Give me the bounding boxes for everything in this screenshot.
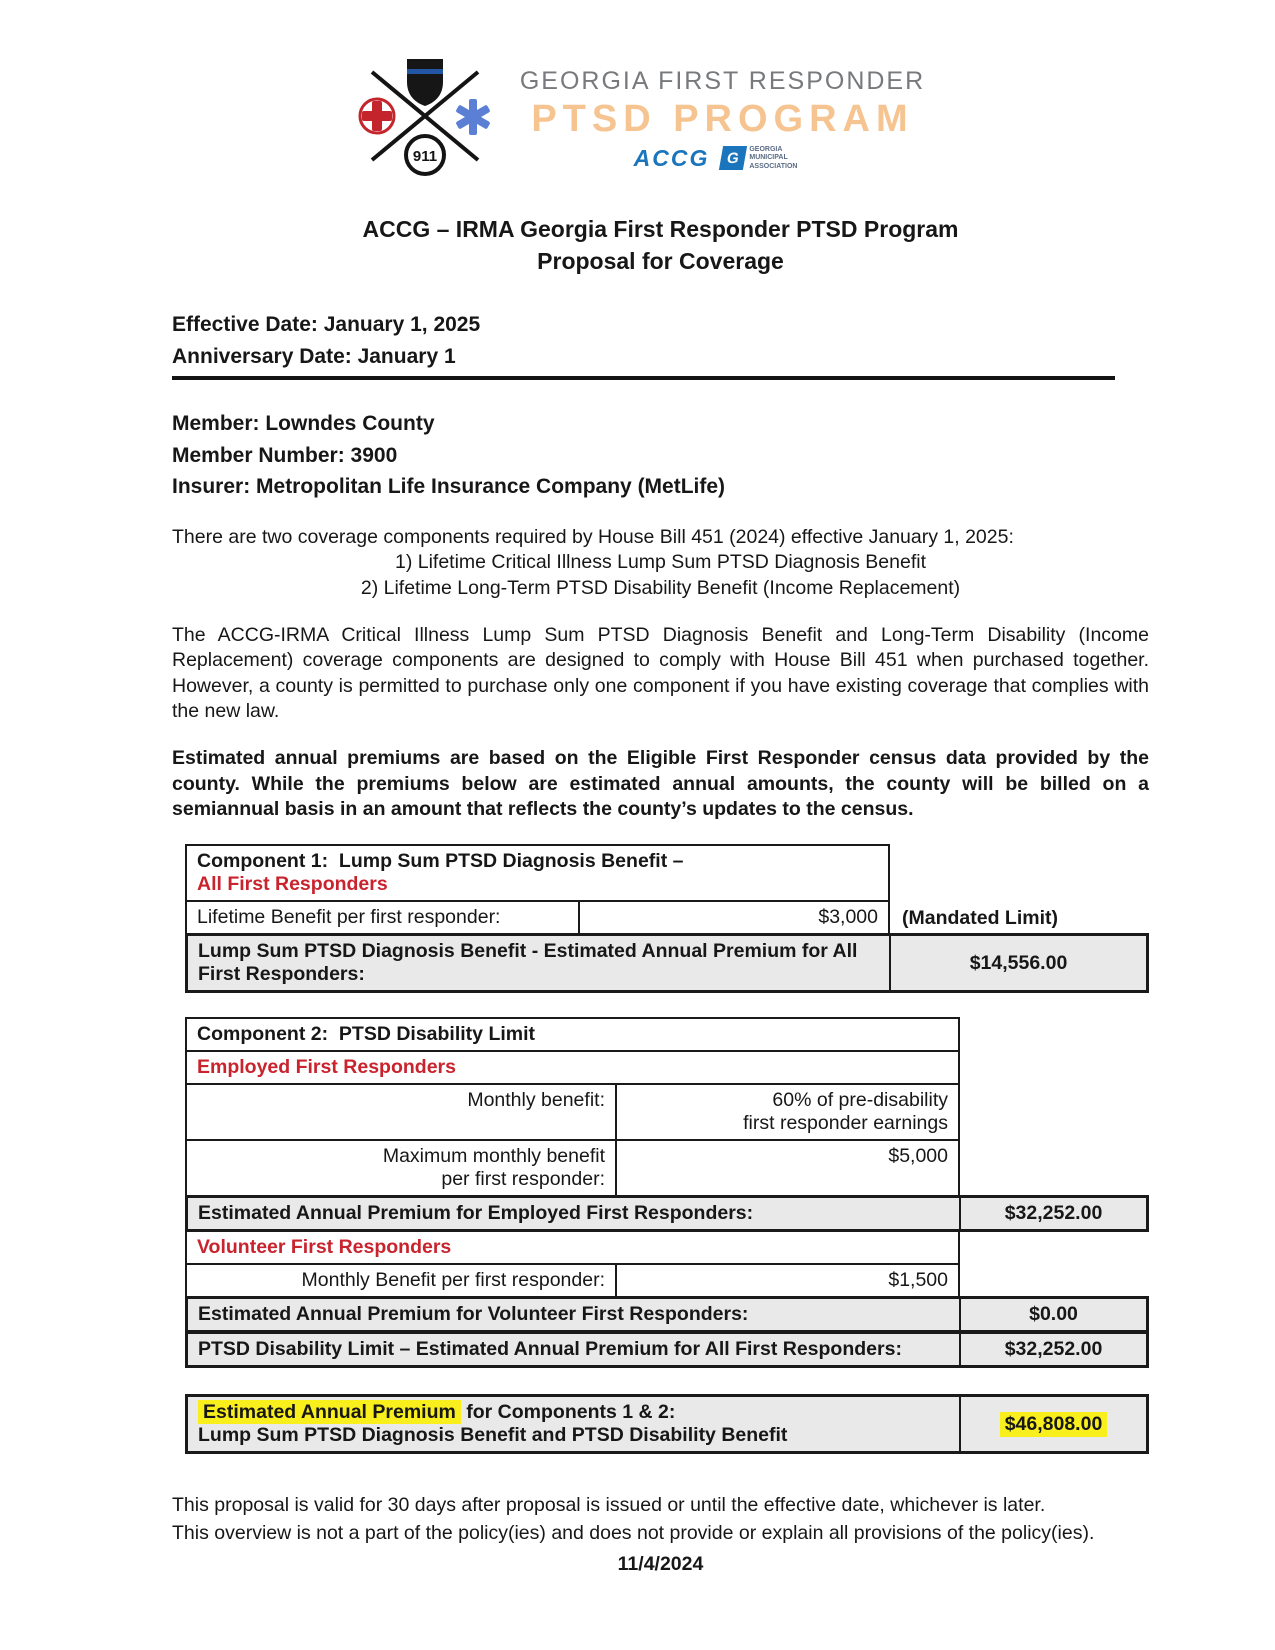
- summary-label-line2: Lump Sum PTSD Diagnosis Benefit and PTSD Disability Benefit: [198, 1424, 788, 1447]
- monthly-benefit-value-line1: 60% of pre-disability: [772, 1089, 948, 1112]
- svg-text:911: 911: [412, 148, 437, 165]
- police-badge-icon: [407, 59, 443, 106]
- fire-maltese-cross-icon: [360, 99, 394, 133]
- footer: [172, 1492, 1149, 1578]
- volunteer-premium-value: $0.00: [1029, 1303, 1078, 1326]
- gma-logo-name: GEORGIA MUNICIPAL ASSOCIATION: [749, 145, 798, 170]
- max-monthly-benefit-label-line2: per first responder:: [441, 1168, 605, 1191]
- component2-table: [185, 1017, 1149, 1368]
- dates-block: [172, 309, 1149, 372]
- max-monthly-benefit-value: $5,000: [888, 1145, 948, 1168]
- program-logo-text: [520, 67, 925, 172]
- component2-header-row: [185, 1017, 960, 1052]
- effective-date: Effective Date: January 1, 2025: [172, 313, 481, 337]
- employed-premium-row: [185, 1195, 1149, 1232]
- volunteer-heading-row: [185, 1230, 960, 1265]
- program-logo: [0, 0, 1275, 183]
- employed-premium-label: Estimated Annual Premium for Employed First Responders:: [188, 1198, 961, 1229]
- employed-premium-value: $32,252.00: [1004, 1202, 1103, 1225]
- summary-total-value: $46,808.00: [1000, 1412, 1108, 1437]
- document-title-line2: Proposal for Coverage: [537, 248, 784, 275]
- document-title: [172, 213, 1149, 277]
- member-block: [172, 408, 1149, 503]
- max-monthly-benefit-label-line1: Maximum monthly benefit: [382, 1145, 605, 1168]
- max-monthly-benefit-row: [185, 1139, 960, 1197]
- coverage-components-lead: There are two coverage components required by House Bill 451 (2024) effective January 1, 2025:: [172, 525, 1014, 548]
- brand-line-1: GEORGIA FIRST RESPONDER: [519, 67, 926, 95]
- component1-premium-row: [185, 933, 1149, 993]
- coverage-component-item-1: 1) Lifetime Critical Illness Lump Sum PTSD Diagnosis Benefit: [394, 551, 927, 574]
- coverage-components-list: [172, 550, 1149, 601]
- lifetime-benefit-value: $3,000: [818, 906, 878, 929]
- summary-value-cell: [961, 1397, 1146, 1451]
- component1-title: Component 1: Lump Sum PTSD Diagnosis Benefit –: [197, 850, 684, 873]
- premium-basis-paragraph: Estimated annual premiums are based on the Eligible First Responder census data provided by the county. While the premiums below are estimated annual amounts, the county will be billed on a semiannual basis in an amount that reflects the county’s updates to the census.: [172, 747, 1149, 820]
- component1-header-row: [185, 844, 890, 902]
- document-title-line1: ACCG – IRMA Georgia First Responder PTSD Program: [362, 216, 959, 242]
- max-monthly-benefit-label: [187, 1141, 617, 1195]
- member-name: Member: Lowndes County: [172, 412, 435, 436]
- coverage-component-item-2: 2) Lifetime Long-Term PTSD Disability Benefit (Income Replacement): [360, 576, 961, 599]
- disability-total-premium-row: [185, 1331, 1149, 1368]
- lifetime-benefit-label: Lifetime Benefit per first responder:: [187, 902, 580, 933]
- volunteer-premium-row: [185, 1296, 1149, 1333]
- volunteer-benefit-value: $1,500: [888, 1269, 948, 1292]
- divider-rule: [172, 376, 1115, 380]
- member-number: Member Number: 3900: [172, 443, 398, 467]
- monthly-benefit-row: [185, 1083, 960, 1141]
- gma-logo: [721, 146, 811, 171]
- component2-title: Component 2: PTSD Disability Limit: [197, 1023, 536, 1046]
- component1-table: [185, 844, 1149, 993]
- monthly-benefit-label: Monthly benefit:: [187, 1085, 617, 1139]
- summary-premium-row: [185, 1394, 1149, 1454]
- footer-validity-line: This proposal is valid for 30 days after proposal is issued or until the effective date, whichever is later.: [172, 1494, 1046, 1517]
- volunteer-premium-label: Estimated Annual Premium for Volunteer First Responders:: [188, 1299, 961, 1330]
- monthly-benefit-value-line2: first responder earnings: [743, 1112, 948, 1135]
- mandated-limit-note: (Mandated Limit): [902, 907, 1058, 930]
- compliance-paragraph: The ACCG-IRMA Critical Illness Lump Sum PTSD Diagnosis Benefit and Long-Term Disability (Income Replacement) coverage components are designed to comply with House Bill 451 when purchased together. However, a county is permitted to purchase only one component if you have existing coverage that complies with the new law.: [172, 623, 1149, 722]
- volunteer-first-responders-heading: Volunteer First Responders: [197, 1236, 452, 1259]
- footer-disclaimer-line: This overview is not a part of the policy(ies) and does not provide or explain all provisions of the policy(ies).: [172, 1521, 1095, 1544]
- component1-benefit-row: [185, 900, 890, 935]
- disability-total-premium-value: $32,252.00: [1004, 1338, 1103, 1361]
- summary-box: [185, 1394, 1149, 1454]
- component1-premium-label: Lump Sum PTSD Diagnosis Benefit - Estimated Annual Premium for All First Responders:: [188, 936, 891, 990]
- member-insurer: Insurer: Metropolitan Life Insurance Company (MetLife): [172, 475, 726, 499]
- first-responder-crossed-emblem-icon: [350, 56, 500, 183]
- employed-first-responders-heading: Employed First Responders: [197, 1056, 456, 1079]
- monthly-benefit-value: [617, 1085, 958, 1139]
- disability-total-premium-label: PTSD Disability Limit – Estimated Annual Premium for All First Responders:: [188, 1334, 961, 1365]
- footer-date: 11/4/2024: [617, 1552, 704, 1575]
- 911-phone-icon: [406, 136, 444, 174]
- summary-label-highlighted: Estimated Annual Premium: [198, 1400, 461, 1424]
- gma-logo-icon: G: [719, 146, 747, 170]
- component1-subtitle: All First Responders: [197, 873, 388, 896]
- volunteer-benefit-row: [185, 1263, 960, 1298]
- anniversary-date: Anniversary Date: January 1: [172, 344, 456, 368]
- brand-line-2: PTSD PROGRAM: [531, 98, 914, 140]
- summary-label: [188, 1397, 961, 1451]
- star-of-life-icon: [455, 99, 490, 135]
- component1-premium-value: $14,556.00: [969, 951, 1068, 974]
- accg-logo: ACCG: [633, 145, 710, 171]
- employed-heading-row: [185, 1050, 960, 1085]
- volunteer-benefit-label: Monthly Benefit per first responder:: [187, 1265, 617, 1296]
- summary-label-rest: for Components 1 & 2:: [460, 1401, 676, 1424]
